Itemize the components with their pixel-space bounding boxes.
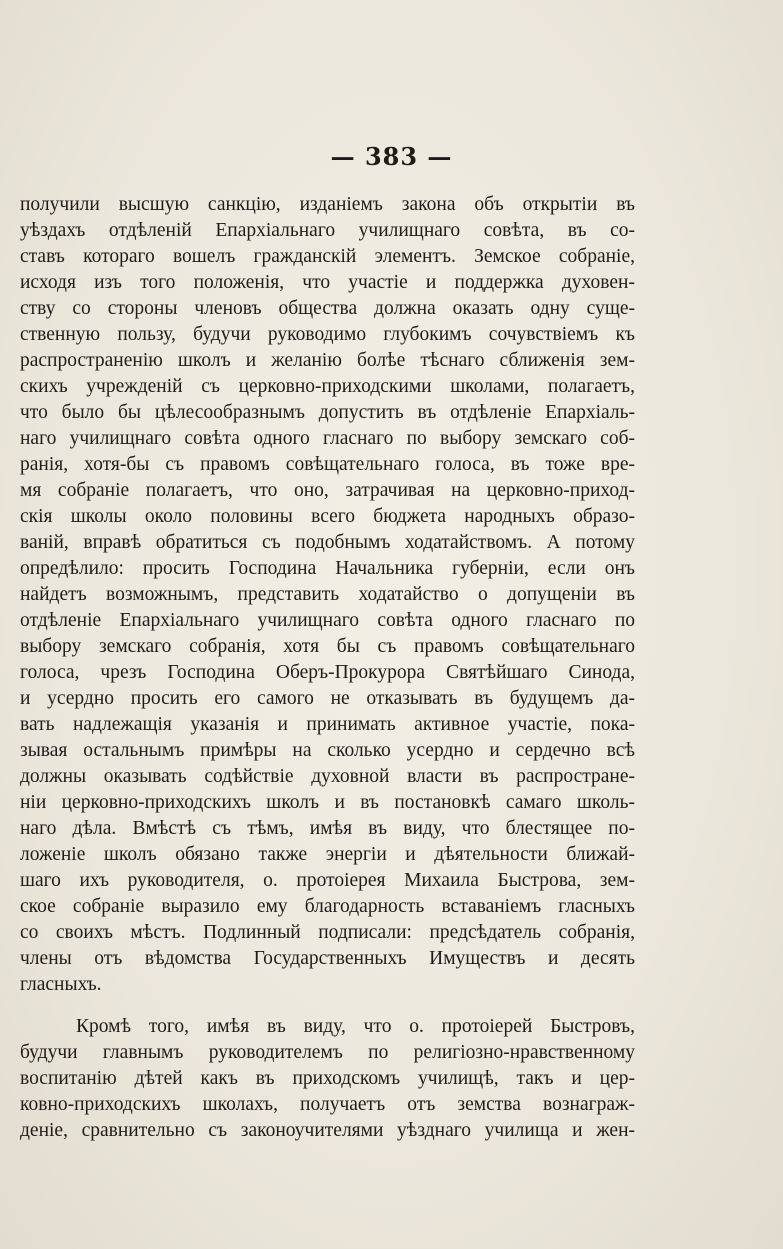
- text-line: отдѣленіе Епархіальнаго училищнаго совѣта одного гласнаго по: [20, 610, 635, 631]
- text-line: наго дѣла. Вмѣстѣ съ тѣмъ, имѣя въ виду, что блестящее по-: [20, 818, 635, 839]
- page-number: — 383 —: [330, 142, 453, 171]
- text-line: скія школы около половины всего бюджета народныхъ образо-: [20, 506, 635, 527]
- text-line: вать надлежащія указанія и принимать активное участіе, пока-: [20, 714, 635, 735]
- text-line: члены отъ вѣдомства Государственныхъ Имуществъ и десять: [20, 948, 635, 969]
- text-line: гласныхъ.: [20, 974, 102, 995]
- text-line: опредѣлило: просить Господина Начальника губерніи, если онъ: [20, 558, 635, 579]
- text-line: деніе, сравнительно съ законоучителями уѣзднаго училища и жен-: [20, 1120, 635, 1141]
- text-line: что было бы цѣлесообразнымъ допустить въ отдѣленіе Епархіаль-: [20, 402, 635, 423]
- text-line: мя собраніе полагаетъ, что оно, затрачивая на церковно-приход-: [20, 480, 635, 501]
- paragraph-1: [20, 192, 635, 998]
- text-line: найдетъ возможнымъ, представить ходатайство о допущеніи въ: [20, 584, 635, 605]
- text-line: должны оказывать содѣйствіе духовной власти въ распростране-: [20, 766, 635, 787]
- text-line: исходя изъ того положенія, что участіе и поддержка духовен-: [20, 272, 635, 293]
- text-line: Кромѣ того, имѣя въ виду, что о. протоіерей Быстровъ,: [76, 1016, 635, 1037]
- text-line: распространенію школъ и желанію болѣе тѣснаго сближенія зем-: [20, 350, 635, 371]
- body-text: [20, 192, 635, 1144]
- text-line: ранія, хотя-бы съ правомъ совѣщательнаго голоса, въ тоже вре-: [20, 454, 635, 475]
- text-line: ственную пользу, будучи руководимо глубокимъ сочувствіемъ къ: [20, 324, 635, 345]
- text-line: ское собраніе выразило ему благодарность вставаніемъ гласныхъ: [20, 896, 635, 917]
- text-line: выбору земскаго собранія, хотя бы съ правомъ совѣщательнаго: [20, 636, 635, 657]
- text-line: воспитанію дѣтей какъ въ приходскомъ училищѣ, такъ и цер-: [20, 1068, 635, 1089]
- text-line: ставъ котораго вошелъ гражданскій элементъ. Земское собраніе,: [20, 246, 635, 267]
- text-line: ніи церковно-приходскихъ школъ и въ постановкѣ самаго школь-: [20, 792, 635, 813]
- text-line: будучи главнымъ руководителемъ по религіозно-нравственному: [20, 1042, 635, 1063]
- text-line: шаго ихъ руководителя, о. протоіерея Михаила Быстрова, зем-: [20, 870, 635, 891]
- text-line: ковно-приходскихъ школахъ, получаетъ отъ земства вознаграж-: [20, 1094, 635, 1115]
- text-line: зывая остальнымъ примѣры на сколько усердно и сердечно всѣ: [20, 740, 635, 761]
- text-line: уѣздахъ отдѣленій Епархіальнаго училищнаго совѣта, въ со-: [20, 220, 635, 241]
- text-line: ству со стороны членовъ общества должна оказать одну суще-: [20, 298, 635, 319]
- paragraph-2: [20, 1014, 635, 1144]
- text-line: получили высшую санкцію, изданіемъ закона объ открытіи въ: [20, 194, 635, 215]
- text-line: и усердно просить его самого не отказывать въ будущемъ да-: [20, 688, 635, 709]
- text-line: голоса, чрезъ Господина Оберъ-Прокурора Святѣйшаго Синода,: [20, 662, 635, 683]
- text-line: ложеніе школъ обязано также энергіи и дѣятельности ближай-: [20, 844, 635, 865]
- text-line: ваній, вправѣ обратиться съ подобнымъ ходатайствомъ. А потому: [20, 532, 635, 553]
- text-line: со своихъ мѣстъ. Подлинный подписали: предсѣдатель собранія,: [20, 922, 635, 943]
- text-line: скихъ учрежденій съ церковно-приходскими школами, полагаетъ,: [20, 376, 635, 397]
- text-line: наго училищнаго совѣта одного гласнаго по выбору земскаго соб-: [20, 428, 635, 449]
